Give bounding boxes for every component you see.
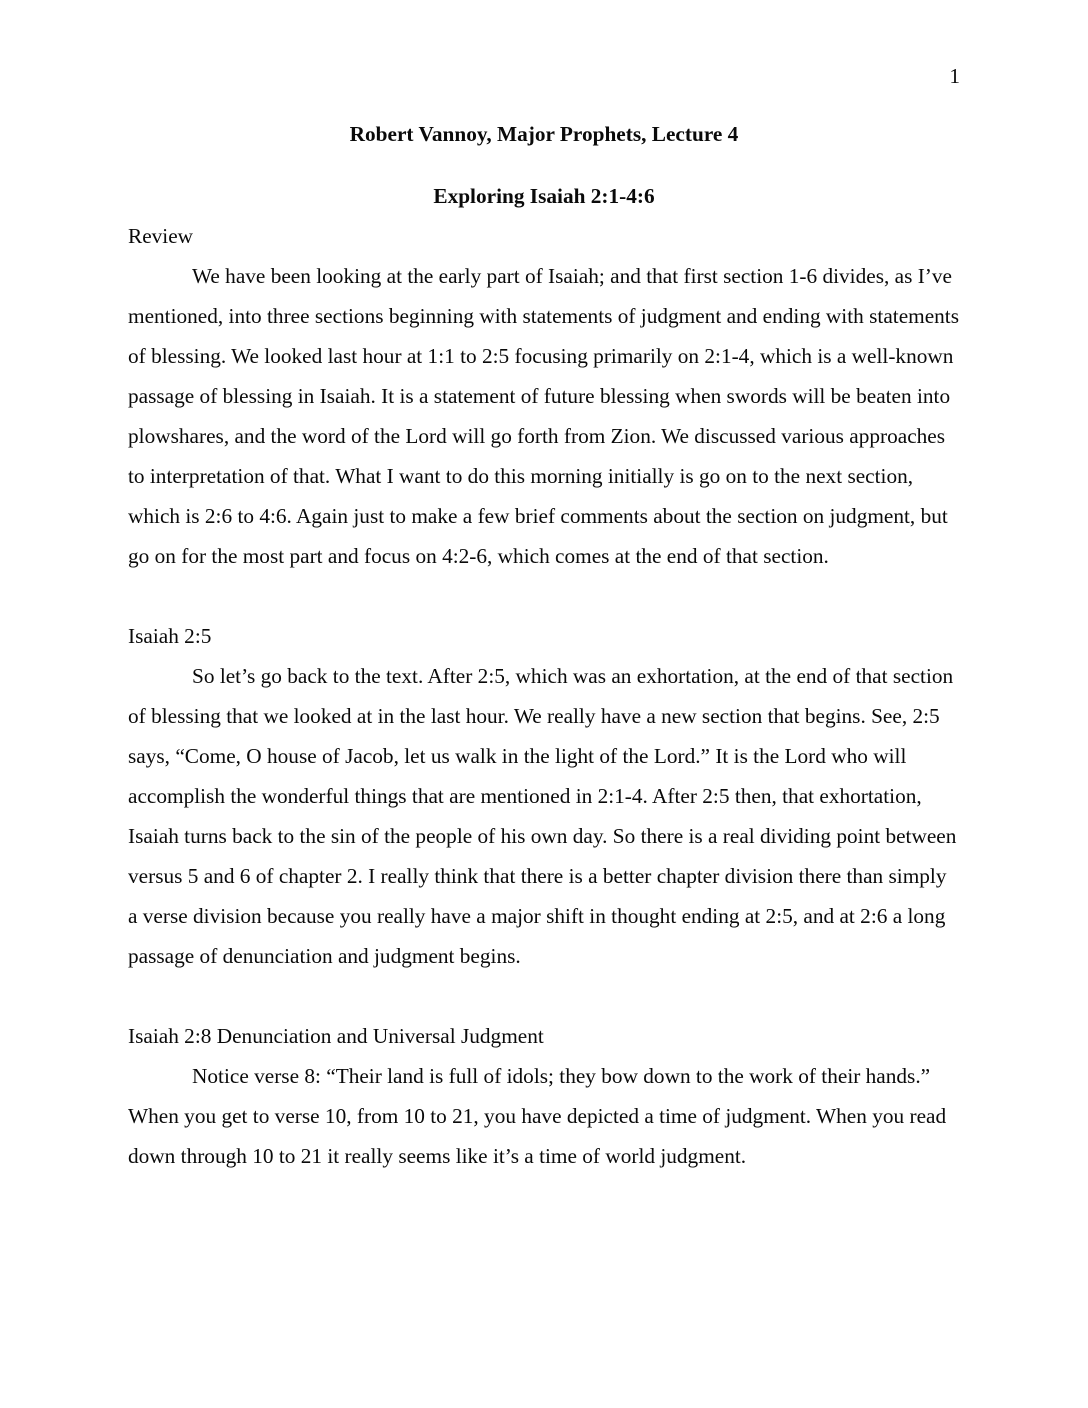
- section-review: [128, 216, 960, 576]
- section-heading-isaiah-2-5: Isaiah 2:5: [128, 624, 212, 648]
- paragraph-review: We have been looking at the early part of Isaiah; and that first section 1-6 divides, as I’ve mentioned, into three sections beginning with statements of judgment and ending with statements of blessing. We looked last hour at 1:1 to 2:5 focusing primarily on 2:1-4, which is a well-known passage of blessing in Isaiah. It is a statement of future blessing when swords will be beaten into plowshares, and the word of the Lord will go forth from Zion. We discussed various approaches to interpretation of that. What I want to do this morning initially is go on to the next section, which is 2:6 to 4:6. Again just to make a few brief comments about the section on judgment, but go on for the most part and focus on 4:2-6, which comes at the end of that section.: [128, 264, 960, 568]
- paragraph-isaiah-2-5: So let’s go back to the text. After 2:5, which was an exhortation, at the end of that section of blessing that we looked at in the last hour. We really have a new section that begins. See, 2:5 says, “Come, O house of Jacob, let us walk in the light of the Lord.” It is the Lord who will accomplish the wonderful things that are mentioned in 2:1-4. After 2:5 then, that exhortation, Isaiah turns back to the sin of the people of his own day. So there is a real dividing point between versus 5 and 6 of chapter 2. I really think that there is a better chapter division there than simply a verse division because you really have a major shift in thought ending at 2:5, and at 2:6 a long passage of denunciation and judgment begins.: [128, 664, 957, 968]
- section-isaiah-2-8: [128, 1016, 960, 1176]
- document-subtitle: Exploring Isaiah 2:1-4:6: [433, 184, 655, 208]
- section-heading-review: Review: [128, 224, 194, 248]
- paragraph-isaiah-2-8: Notice verse 8: “Their land is full of idols; they bow down to the work of their hands.” When you get to verse 10, from 10 to 21, you have depicted a time of judgment. When you read down through 10 to 21 it really seems like it’s a time of world judgment.: [128, 1064, 947, 1168]
- page-number: 1: [949, 64, 960, 88]
- section-isaiah-2-5: [128, 616, 960, 976]
- section-heading-isaiah-2-8: Isaiah 2:8 Denunciation and Universal Judgment: [128, 1024, 544, 1048]
- document-title: Robert Vannoy, Major Prophets, Lecture 4: [349, 122, 739, 146]
